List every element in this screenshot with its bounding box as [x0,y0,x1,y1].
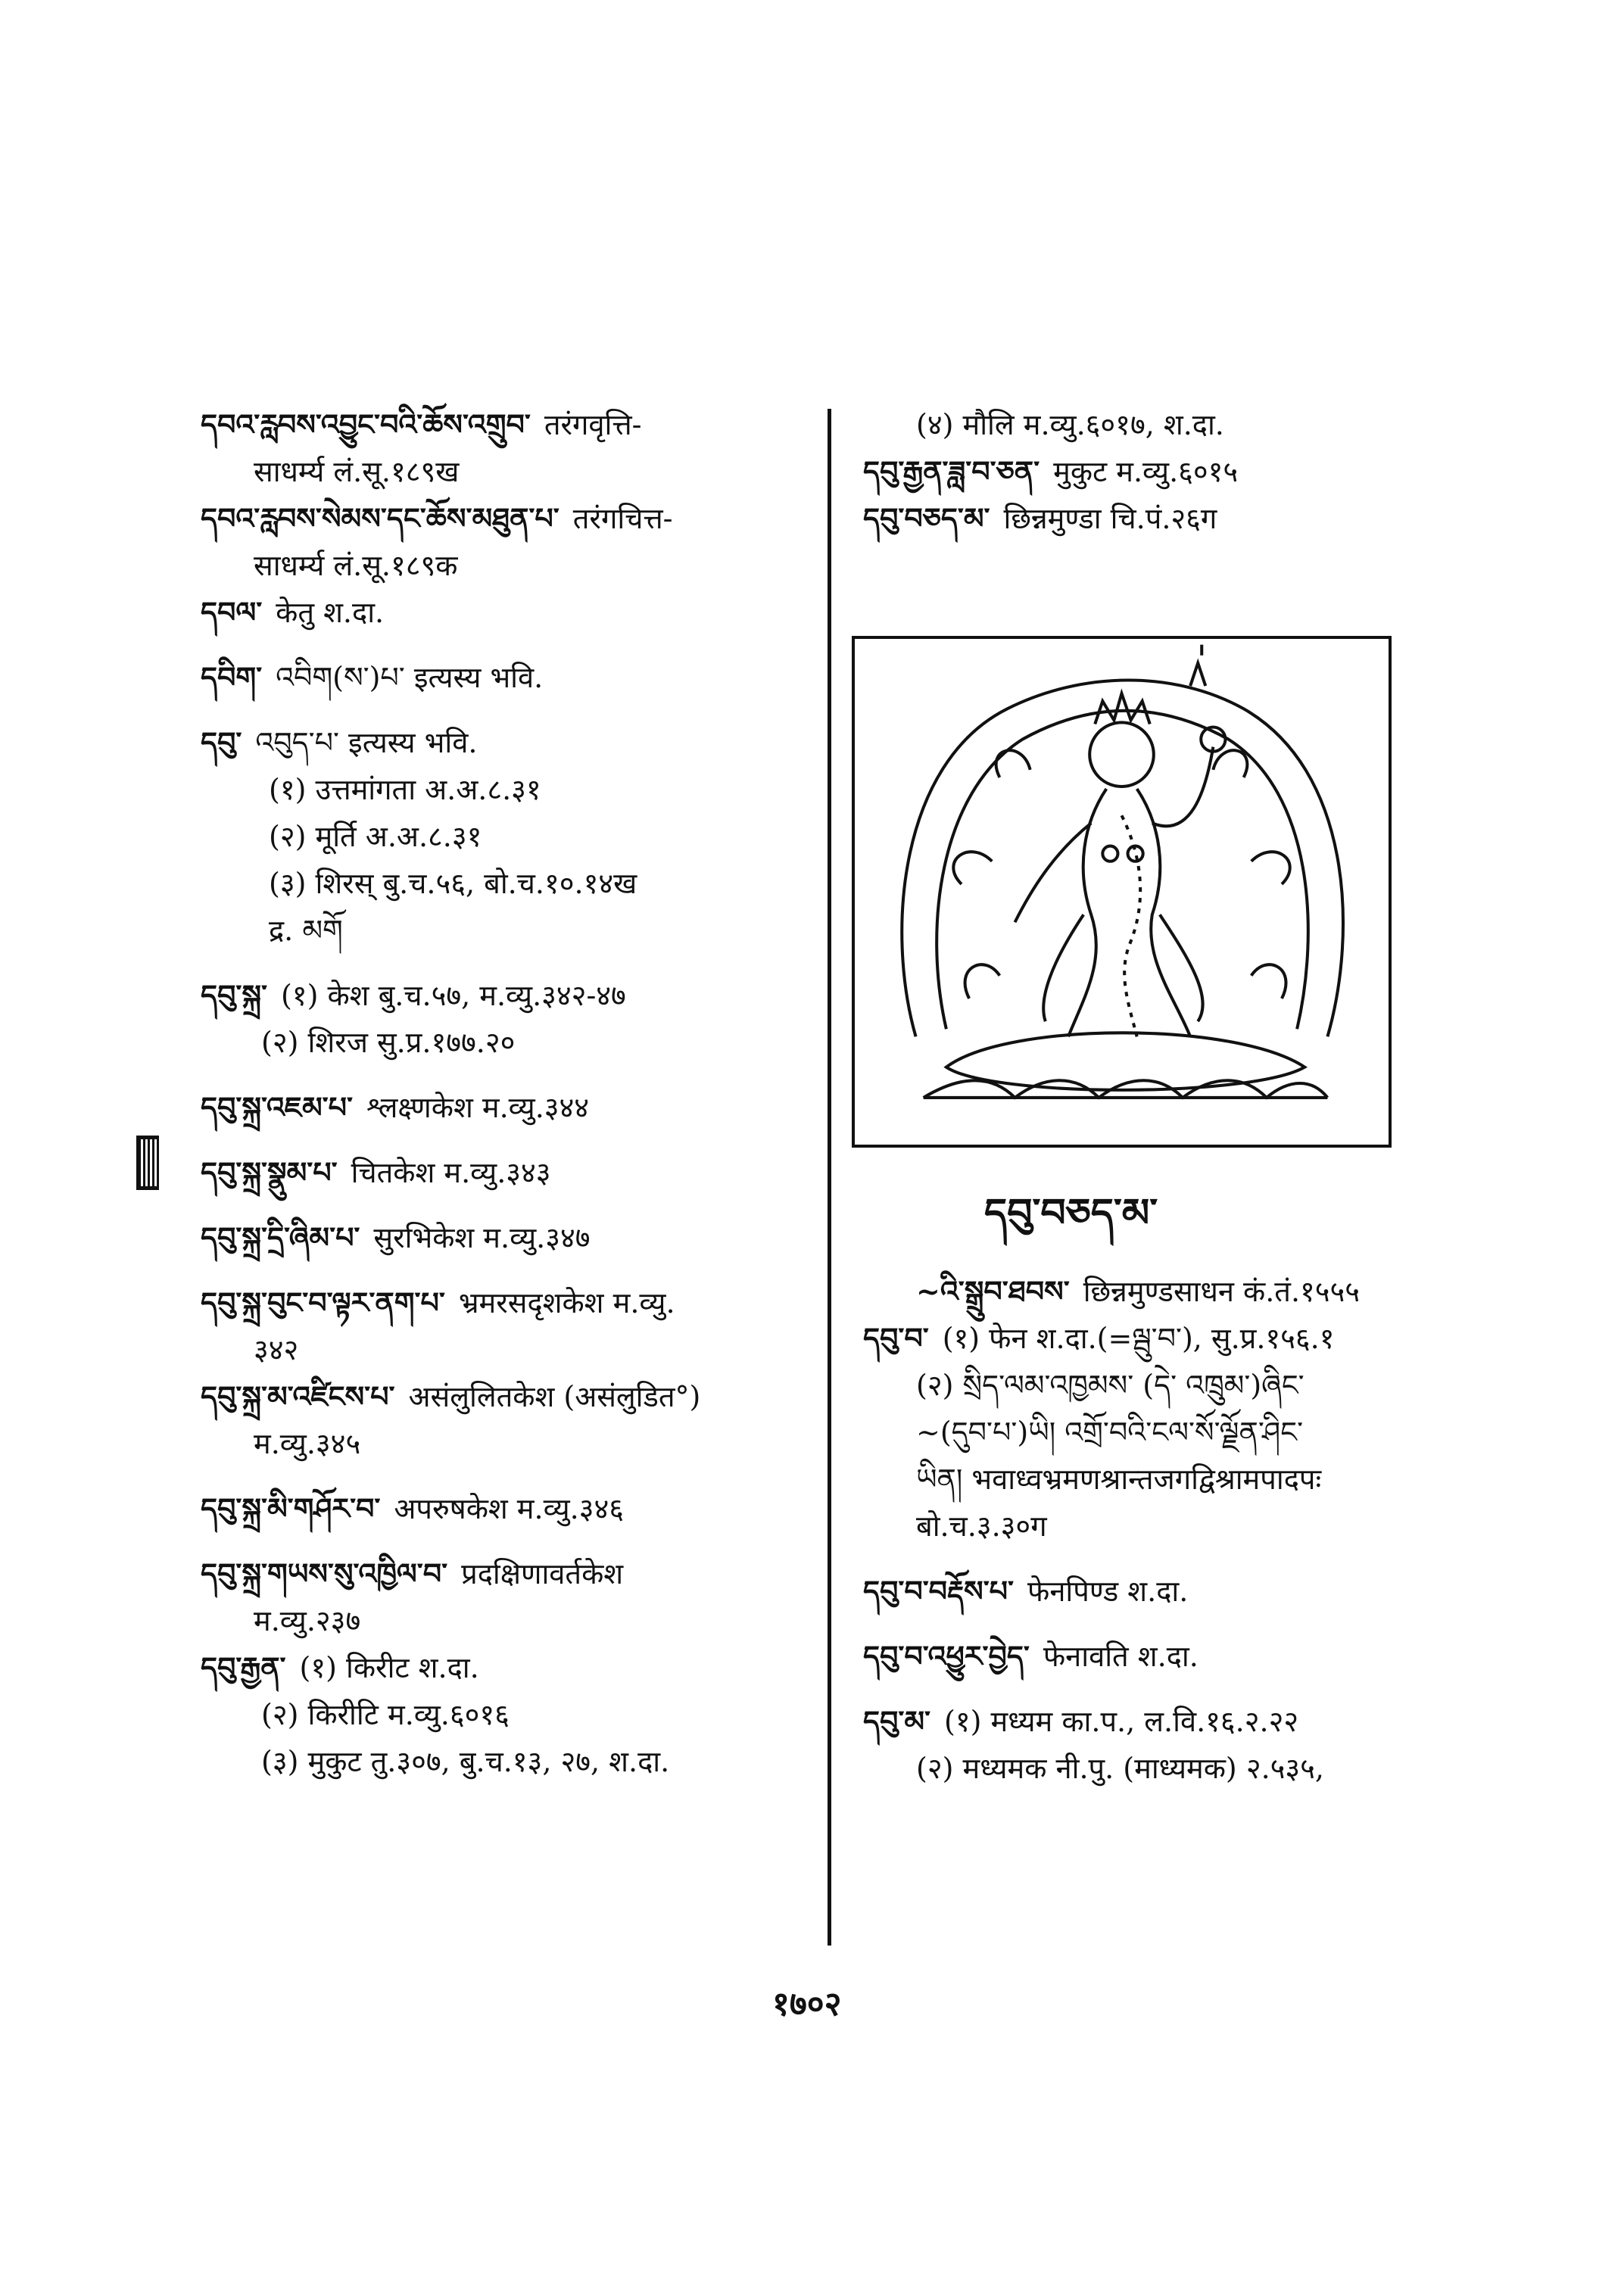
headword: དབུ་སྐྲ་གཡས་སུ་འཁྱིལ་བ་ [201,1556,448,1590]
entry [201,1691,806,1738]
gloss: (२) शिरज सु.प्र.१७७.२० [261,1026,516,1059]
entry [201,542,806,589]
gloss: (१) फेन श.दा.(=ལྦུ་བ་), सु.प्र.१५६.१ [942,1322,1335,1355]
headword: དབུ་སྐྲ་སྣུམ་པ་ [201,1155,338,1189]
gloss: ३४२ [254,1333,299,1366]
gloss: अपरुषकेश म.व्यु.३४६ [394,1492,624,1525]
gloss: मुकुट म.व्यु.६०१५ [1053,455,1239,488]
gloss: सुरभिकेश म.व्यु.३४७ [373,1221,591,1254]
entry [201,719,806,766]
entry [201,1550,806,1597]
entry [863,401,1454,448]
gloss: (२) मध्यमक नी.पु. (माध्यमक) २.५३५, [916,1752,1325,1785]
entry [201,1373,806,1420]
headword: དབུ་རྒྱན་ཟླ་བ་ཅན་ [863,454,1040,488]
entry [863,1268,1454,1315]
gloss: चितकेश म.व्यु.३४३ [351,1156,551,1189]
gloss: छिन्नमुण्डा चि.पं.२६ग [1003,502,1217,535]
gloss: (२) སྲིད་ལམ་འཁྱམས་ (དེ་ འཁྲུམ་)ཞིང་ [916,1369,1304,1402]
headword: དབུ་སྐྲ་འཇམ་པ་ [201,1090,353,1124]
gloss: प्रदक्षिणावर्तकेश [461,1557,624,1590]
entry [201,1019,806,1066]
headword: དབུ་བཅད་མ་ [863,501,990,535]
headword: དབུ་བ་ [863,1321,929,1355]
entry [201,401,806,448]
entry [201,1214,806,1261]
gloss: (३) शिरस् बु.च.५६, बो.च.१०.१४ख [269,867,637,900]
gloss: तरंगचित्त- [572,502,673,535]
headword: དབུ་སྐྲ་མི་གཤོར་བ་ [201,1491,381,1525]
entry [201,495,806,542]
gloss: (१) मध्यम का.प., ल.वि.१६.२.२२ [944,1705,1299,1738]
gloss: छिन्नमुण्डसाधन कं.तं.१५५५ [1083,1275,1361,1308]
left-column [201,401,806,1785]
gloss: ~(དུབ་པ་)ཡི། འགྲོ་བའི་ངལ་སོ་ལྗོན་ཤིང་ [916,1416,1304,1449]
gloss: श्लक्ष्णकेश म.व्यु.३४४ [366,1091,590,1124]
entry [201,972,806,1019]
entry [201,1149,806,1196]
entry [863,1698,1454,1745]
entry [201,813,806,860]
entry [863,1745,1454,1792]
entry [201,1597,806,1644]
headword: དབའ་རླབས་འབྱུང་བའི་ཆོས་འགྲུབ་ [201,407,531,441]
page-number: १७०२ [772,1985,842,2024]
gloss: (३) मुकुट तु.३०७, बु.च.१३, २७, श.दा. [261,1745,670,1778]
gloss: केतु श.दा. [276,596,385,629]
headword: དབུ་བ་འཕྱུར་བྱེད་ [863,1639,1030,1673]
entry [201,589,806,636]
deity-illustration [852,636,1392,1148]
margin-marker [136,1136,159,1190]
gloss: (२) मूर्ति अ.अ.८.३१ [269,820,482,853]
gloss: फेनपिण्ड श.दा. [1027,1575,1189,1608]
entry [863,1456,1454,1503]
entry [201,1084,806,1131]
gloss: (२) किरीटि म.व्यु.६०१६ [261,1698,510,1731]
right-column-bottom [863,1268,1454,1792]
entry [201,1279,806,1326]
headword: དབུ་བ་བརྡོས་པ་ [863,1574,1015,1608]
headword: དབུ་སྐྲ་བུང་བ་ལྟར་ནག་པ་ [201,1285,445,1319]
entry [863,1503,1454,1550]
headword: དབུ་སྐྲ་མ་འཛིངས་པ་ [201,1379,395,1413]
right-column-top [863,401,1454,542]
entry [201,1485,806,1532]
headword: དབུ་སྐྲ་དྲི་ཞིམ་པ་ [201,1220,360,1254]
gloss: म.व्यु.३४५ [254,1427,361,1460]
headword: དབལ་ [201,595,263,629]
headword: དབུ་སྐྲ་ [201,978,267,1012]
entry [201,1420,806,1467]
entry [201,766,806,813]
entry [201,448,806,495]
entry [201,907,806,954]
entry [863,1633,1454,1680]
entry [201,1738,806,1785]
gloss: (४) मौलि म.व्यु.६०१७, श.दा. [916,408,1224,441]
gloss: तरंगवृत्ति- [544,408,642,441]
headword: ~འི་སྒྲུབ་ཐབས་ [916,1274,1070,1308]
gloss: (१) उत्तमांगता अ.अ.८.३१ [269,773,541,806]
entry [863,1362,1454,1409]
entry [863,448,1454,495]
gloss: फेनावति श.दा. [1043,1640,1199,1673]
entry [863,495,1454,542]
entry [201,1326,806,1373]
entry [863,1409,1454,1456]
column-divider [828,409,831,1946]
gloss: ཡིན། भवाध्वभ्रमणश्रान्तजगद्विश्रामपादपः [916,1463,1322,1496]
gloss: असंलुलितकेश (असंलुडित°) [408,1380,701,1413]
gloss: द्र. མགོ [269,914,343,947]
gloss: འབུད་པ་ इत्यस्य भवि. [255,726,478,759]
entry [201,1644,806,1691]
gloss: (१) केश बु.च.५७, म.व्यु.३४२-४७ [280,979,626,1012]
entry [863,1315,1454,1362]
headword: དབུ་མ་ [863,1704,930,1738]
gloss: (१) किरीट श.दा. [299,1651,479,1684]
headword: དབའ་རླབས་སེམས་དང་ཆོས་མཐུན་པ་ [201,501,560,535]
gloss: म.व्यु.२३७ [254,1604,361,1637]
headword: དབུ་རྒྱན་ [201,1650,286,1684]
gloss: साधर्म्य लं.सू.१८९ख [254,455,460,488]
entry [863,1568,1454,1615]
headword: དབུ་ [201,725,242,759]
headword: དབིག་ [201,660,263,694]
gloss: भ्रमरसदृशकेश म.व्यु. [458,1286,675,1319]
entry [201,654,806,701]
gloss: साधर्म्य लं.सू.१८९क [254,549,458,582]
gloss: बो.च.३.३०ग [916,1509,1047,1543]
figure-caption: དབུ་བཅད་མ་ [984,1190,1158,1236]
deity-drawing [855,639,1389,1145]
gloss: འབིག(ས་)པ་ इत्यस्य भवि. [276,661,544,694]
entry [201,860,806,907]
